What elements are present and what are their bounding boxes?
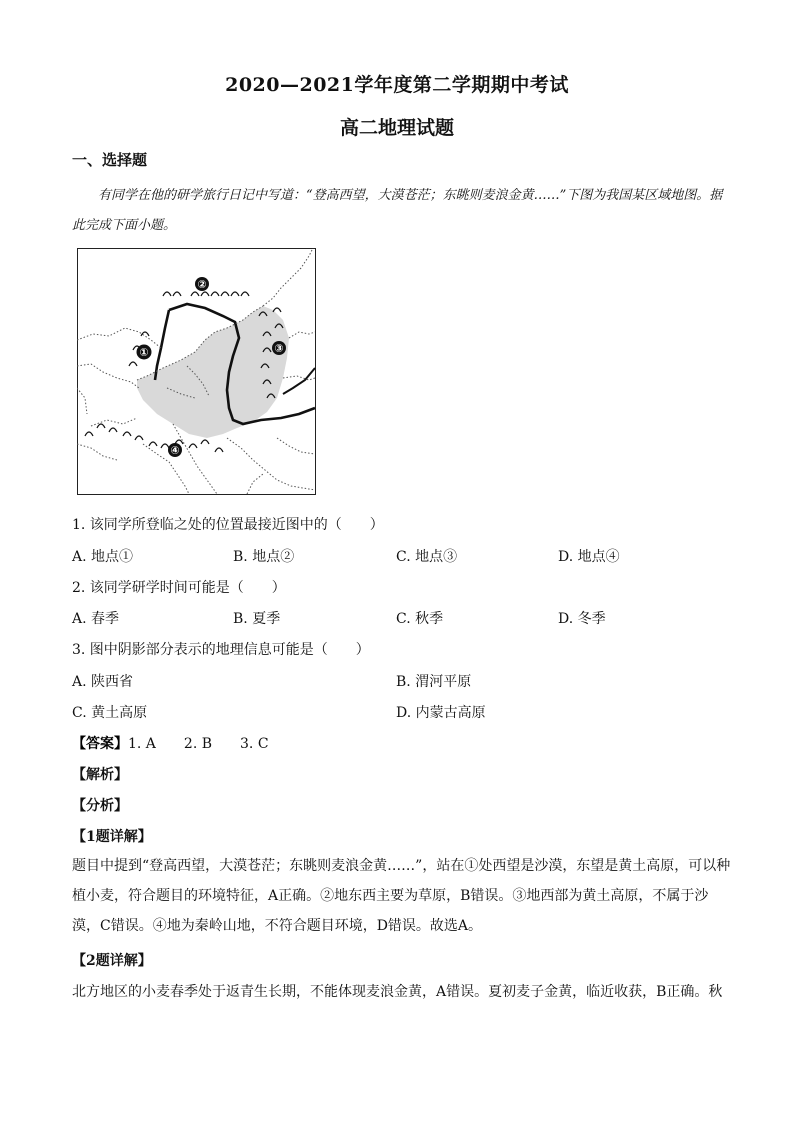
q3-option-a: A. 陕西省 bbox=[72, 674, 134, 690]
detail-1-label: 【1题详解】 bbox=[72, 829, 152, 845]
detail-2-text: 北方地区的小麦春季处于返青生长期，不能体现麦浪金黄，A错误。夏初麦子金黄，临近收获，B正确。秋 bbox=[72, 984, 723, 1000]
question-3-stem: 3. 图中阴影部分表示的地理信息可能是（ ） bbox=[72, 642, 370, 658]
q2-option-b: B. 夏季 bbox=[233, 611, 281, 627]
q1-option-b: B. 地点② bbox=[233, 549, 295, 565]
marker-4: ④ bbox=[170, 444, 180, 457]
answer-text: 1. A 2. B 3. C bbox=[128, 736, 269, 752]
q1-option-a: A. 地点① bbox=[72, 549, 134, 565]
answer-label: 【答案】 bbox=[72, 736, 128, 752]
detail-1-text: 题目中提到“登高西望，大漠苍茫；东眺则麦浪金黄……”，站在①处西望是沙漠，东望是黄土高原，可以种植小麦，符合题目的环境特征，A正确。②地东西主要为草原，B错误。③地西部为黄土高原，不属于沙漠，C错误。④地为秦岭山地，不符合题目环境，D错误。故选A。 bbox=[72, 858, 731, 934]
q1-option-d: D. 地点④ bbox=[558, 549, 620, 565]
q1-option-c: C. 地点③ bbox=[396, 549, 458, 565]
question-intro: 有同学在他的研学旅行日记中写道：“登高西望，大漠苍茫；东眺则麦浪金黄……”下图为我国某区域地图。据此完成下面小题。 bbox=[72, 188, 723, 233]
question-1-stem: 1. 该同学所登临之处的位置最接近图中的（ ） bbox=[72, 517, 384, 533]
question-2-stem: 2. 该同学研学时间可能是（ ） bbox=[72, 580, 286, 596]
region-map bbox=[77, 248, 316, 495]
exam-title: 2020—2021学年度第二学期期中考试 bbox=[225, 74, 569, 96]
q3-option-d: D. 内蒙古高原 bbox=[396, 705, 486, 721]
section-title: 一、选择题 bbox=[72, 151, 148, 169]
q2-option-c: C. 秋季 bbox=[396, 611, 444, 627]
marker-1: ① bbox=[139, 346, 149, 359]
analysis-label: 【解析】 bbox=[72, 767, 128, 783]
q3-option-c: C. 黄土高原 bbox=[72, 705, 148, 721]
detail-2-label: 【2题详解】 bbox=[72, 953, 152, 969]
marker-3: ③ bbox=[274, 342, 284, 355]
q2-option-a: A. 春季 bbox=[72, 611, 120, 627]
marker-2: ② bbox=[197, 278, 207, 291]
fenxi-label: 【分析】 bbox=[72, 798, 128, 814]
answer-line bbox=[72, 733, 269, 753]
q2-option-d: D. 冬季 bbox=[558, 611, 606, 627]
q3-option-b: B. 渭河平原 bbox=[396, 674, 472, 690]
exam-subtitle: 高二地理试题 bbox=[339, 117, 454, 139]
